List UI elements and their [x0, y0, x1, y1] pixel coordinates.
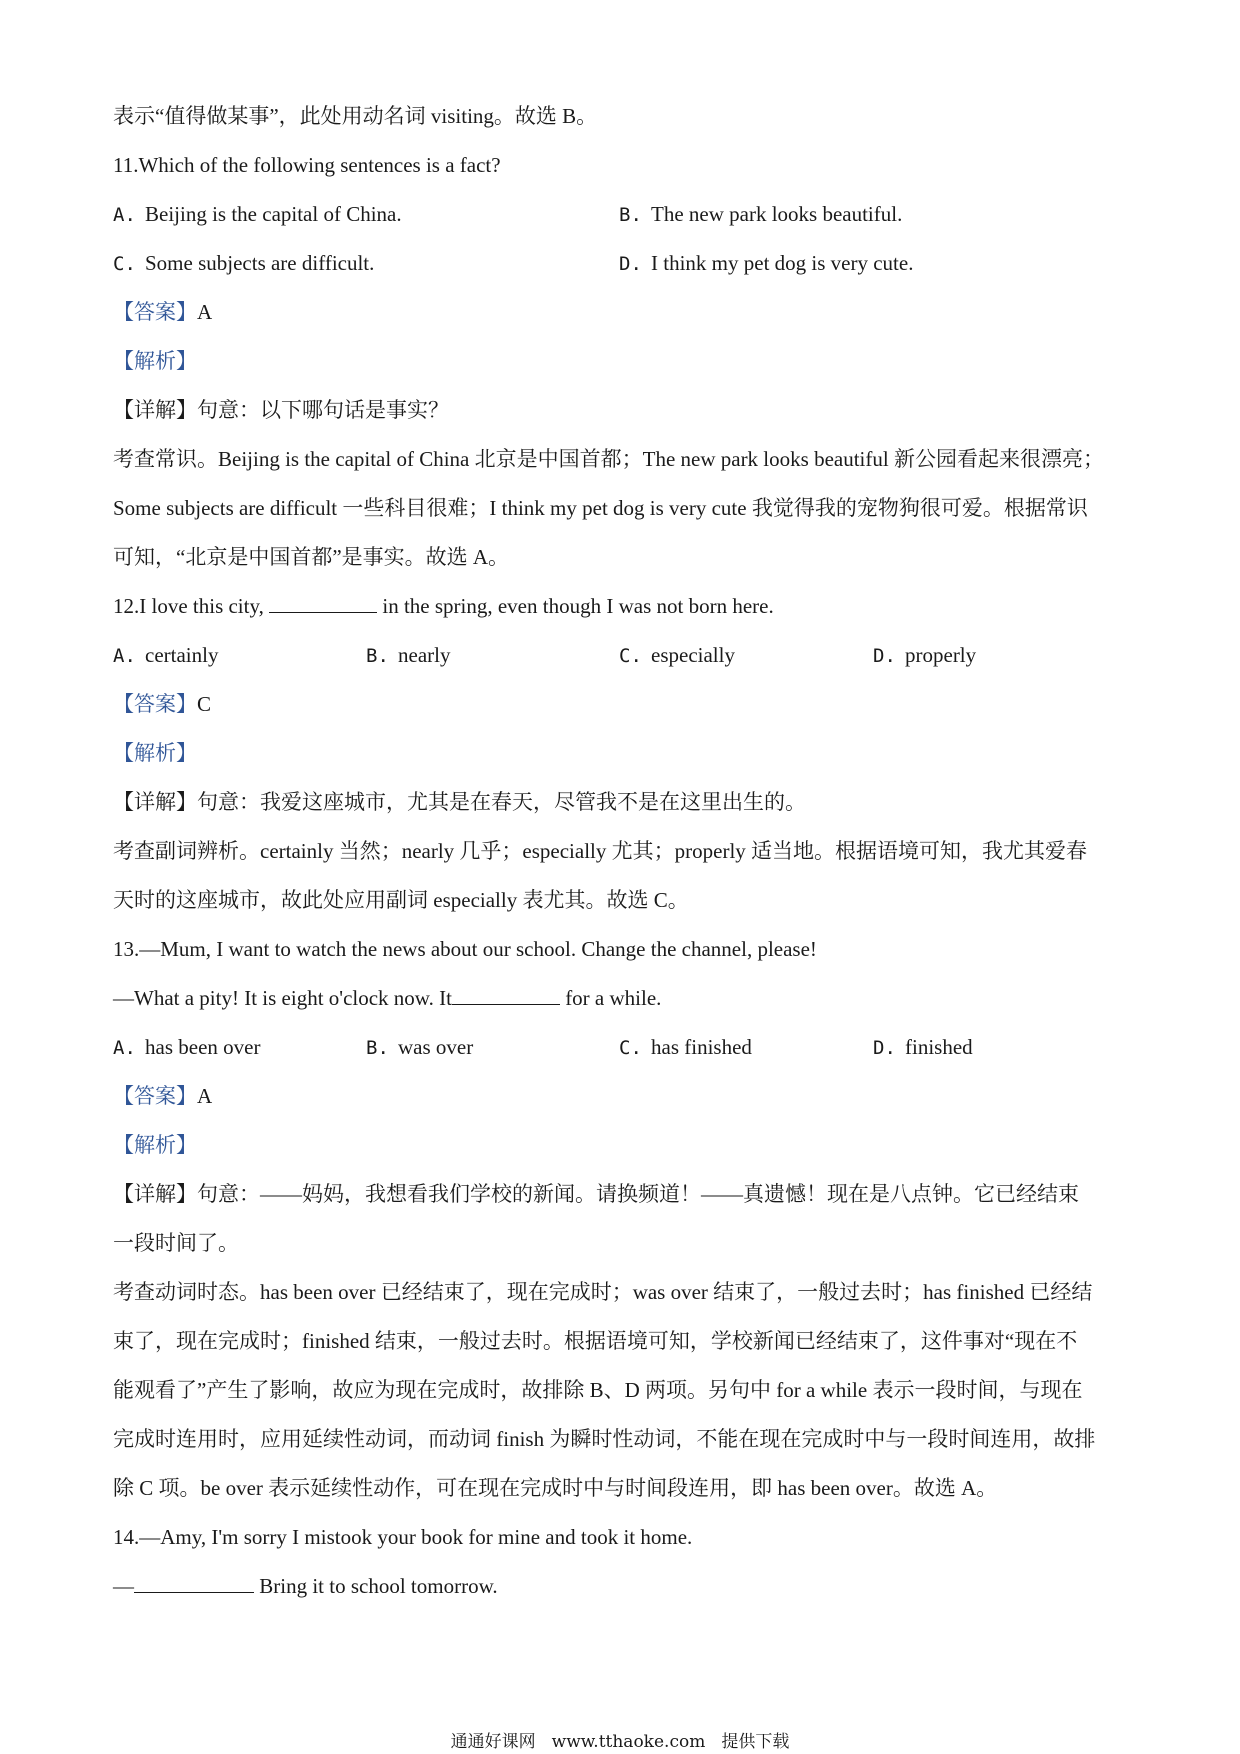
q11-stem: 11.Which of the following sentences is a fact? [113, 153, 501, 177]
q14-stem-1: 14.—Amy, I'm sorry I mistook your book for mine and took it home. [113, 1525, 693, 1549]
answer-blank [269, 590, 377, 613]
q12-option-a: A. certainly [113, 643, 219, 667]
answer-blank [134, 1570, 254, 1593]
q11-options-row-2 [113, 247, 1133, 296]
q12-option-c: C. especially [619, 643, 735, 667]
footer-tagline: 提供下载 [721, 1732, 790, 1752]
analysis-label: 【解析】 [113, 1133, 197, 1157]
q13-option-d: D. finished [873, 1035, 973, 1059]
q13-option-a: A. has been over [113, 1035, 261, 1059]
q12-options-row [113, 639, 1133, 688]
q13-detail-6: 完成时连用时，应用延续性动词，而动词 finish 为瞬时性动词，不能在现在完成时中与一段时间连用，故排 [113, 1427, 1096, 1451]
page-footer [0, 1727, 1240, 1752]
detail-label: 【详解】 [113, 790, 197, 814]
q13-detail-1: 【详解】句意：——妈妈，我想看我们学校的新闻。请换频道！——真遗憾！现在是八点钟。它已经结束 [113, 1182, 1079, 1206]
q12-option-d: D. properly [873, 643, 977, 667]
intro-line: 表示“值得做某事”，此处用动名词 visiting。故选 B。 [113, 104, 598, 128]
q13-answer [113, 1080, 1133, 1129]
q11-option-d: D. I think my pet dog is very cute. [619, 251, 914, 275]
answer-value: A [197, 1084, 213, 1108]
q13-detail-3: 考查动词时态。has been over 已经结束了，现在完成时；was over 结束了，一般过去时；has finished 已经结 [113, 1280, 1093, 1304]
q12-answer [113, 688, 1133, 737]
q11-detail-4: 可知，“北京是中国首都”是事实。故选 A。 [113, 545, 510, 569]
detail-label: 【详解】 [113, 1182, 197, 1206]
analysis-label: 【解析】 [113, 349, 197, 373]
analysis-label: 【解析】 [113, 741, 197, 765]
q11-detail-2: 考查常识。Beijing is the capital of China 北京是中国首都；The new park looks beautiful 新公园看起来很漂亮； [113, 447, 1104, 471]
answer-value: A [197, 300, 213, 324]
q13-detail-4: 束了，现在完成时；finished 结束，一般过去时。根据语境可知，学校新闻已经结束了，这件事对“现在不 [113, 1329, 1078, 1353]
answer-blank [452, 982, 560, 1005]
q11-detail-3: Some subjects are difficult 一些科目很难；I think my pet dog is very cute 我觉得我的宠物狗很可爱。根据常识 [113, 496, 1088, 520]
q13-detail-2: 一段时间了。 [113, 1231, 239, 1255]
q11-option-c: C. Some subjects are difficult. [113, 251, 375, 275]
q13-option-b: B. was over [366, 1035, 474, 1059]
q12-detail-3: 天时的这座城市，故此处应用副词 especially 表尤其。故选 C。 [113, 888, 689, 912]
q11-analysis [113, 345, 1133, 394]
q13-option-c: C. has finished [619, 1035, 752, 1059]
q11-options-row-1 [113, 198, 1133, 247]
answer-value: C [197, 692, 212, 716]
q11-option-b: B. The new park looks beautiful. [619, 202, 903, 226]
q12-option-b: B. nearly [366, 643, 451, 667]
q13-stem-2: —What a pity! It is eight o'clock now. It for a while. [113, 982, 1133, 1031]
q12-analysis [113, 737, 1133, 786]
q12-stem: 12.I love this city, in the spring, even though I was not born here. [113, 590, 1133, 639]
q13-detail-5: 能观看了”产生了影响，故应为现在完成时，故排除 B、D 两项。另句中 for a while 表示一段时间，与现在 [113, 1378, 1083, 1402]
q11-option-a: A. Beijing is the capital of China. [113, 202, 402, 226]
answer-label: 【答案】 [113, 692, 197, 716]
q11-answer [113, 296, 1133, 345]
page-content [113, 100, 1133, 1619]
q11-detail-1: 【详解】句意：以下哪句话是事实？ [113, 398, 449, 422]
q12-detail-2: 考查副词辨析。certainly 当然；nearly 几乎；especially 尤其；properly 适当地。根据语境可知，我尤其爱春 [113, 839, 1088, 863]
detail-label: 【详解】 [113, 398, 197, 422]
answer-label: 【答案】 [113, 1084, 197, 1108]
answer-label: 【答案】 [113, 300, 197, 324]
q13-analysis [113, 1129, 1133, 1178]
footer-site-name: 通通好课网 [450, 1732, 536, 1752]
footer-url: www.tthaoke.com [551, 1732, 706, 1752]
q13-detail-7: 除 C 项。be over 表示延续性动作，可在现在完成时中与时间段连用，即 has been over。故选 A。 [113, 1476, 998, 1500]
q12-detail-1: 【详解】句意：我爱这座城市，尤其是在春天，尽管我不是在这里出生的。 [113, 790, 806, 814]
q13-stem-1: 13.—Mum, I want to watch the news about our school. Change the channel, please! [113, 937, 817, 961]
q13-options-row [113, 1031, 1133, 1080]
q14-stem-2: — Bring it to school tomorrow. [113, 1570, 1133, 1619]
